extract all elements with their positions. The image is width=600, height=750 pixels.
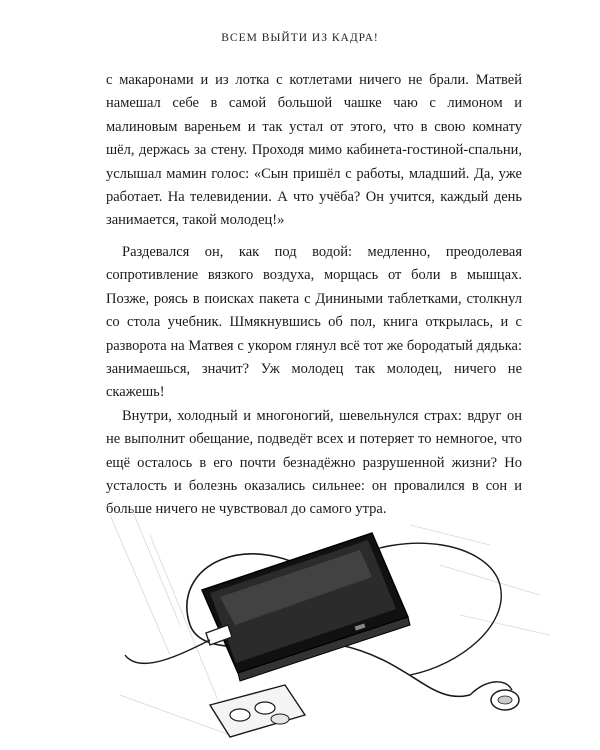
paragraph-2: Раздевался он, как под водой: медленно, преодолевая сопротивление вязкого воздуха, морщась от боли в мышцах. Позже, роясь в поисках пакета с Диниными таблетками, столкнул со стола учебник. Шмякнувшись об пол, книга открылась, и с разворота на Матвея с укором глянул всё тот же бородатый дядька: занимаешься, значит? Уж молодец так молодец, ничего не скажешь! — [106, 244, 522, 401]
paragraph-3: Внутри, холодный и многоногий, шевельнулся страх: вдруг он не выполнит обещание, подведёт всех и потеряет то немногое, что ещё осталось в его почти безнадёжно разрушенной жизни? Но усталость и болезнь оказались сильнее: он провалился в сон и больше ничего не чувствовал до самого утра. — [106, 407, 522, 518]
pill-blister — [210, 685, 305, 737]
running-title: ВСЕМ ВЫЙТИ ИЗ КАДРА! — [221, 32, 379, 44]
text-block-top — [106, 69, 522, 233]
smartphone-earphones-pills-sketch-icon — [110, 505, 550, 745]
paragraph-1: с макаронами и из лотка с котлетами ничего не брали. Матвей намешал себе в самой большой чашке чаю с лимоном и малиновым вареньем и так устал от этого, что в свою комнату шёл, держась за стену. Проходя мимо кабинета-гостиной-спальни, услышал мамин голос: «Сын пришёл с работы, младший. Да, уже работает. На телевидении. А что учёба? Он учится, каждый день занимается, такой молодец!» — [106, 72, 522, 229]
earbud — [470, 682, 519, 710]
text-block-bottom — [106, 241, 522, 522]
